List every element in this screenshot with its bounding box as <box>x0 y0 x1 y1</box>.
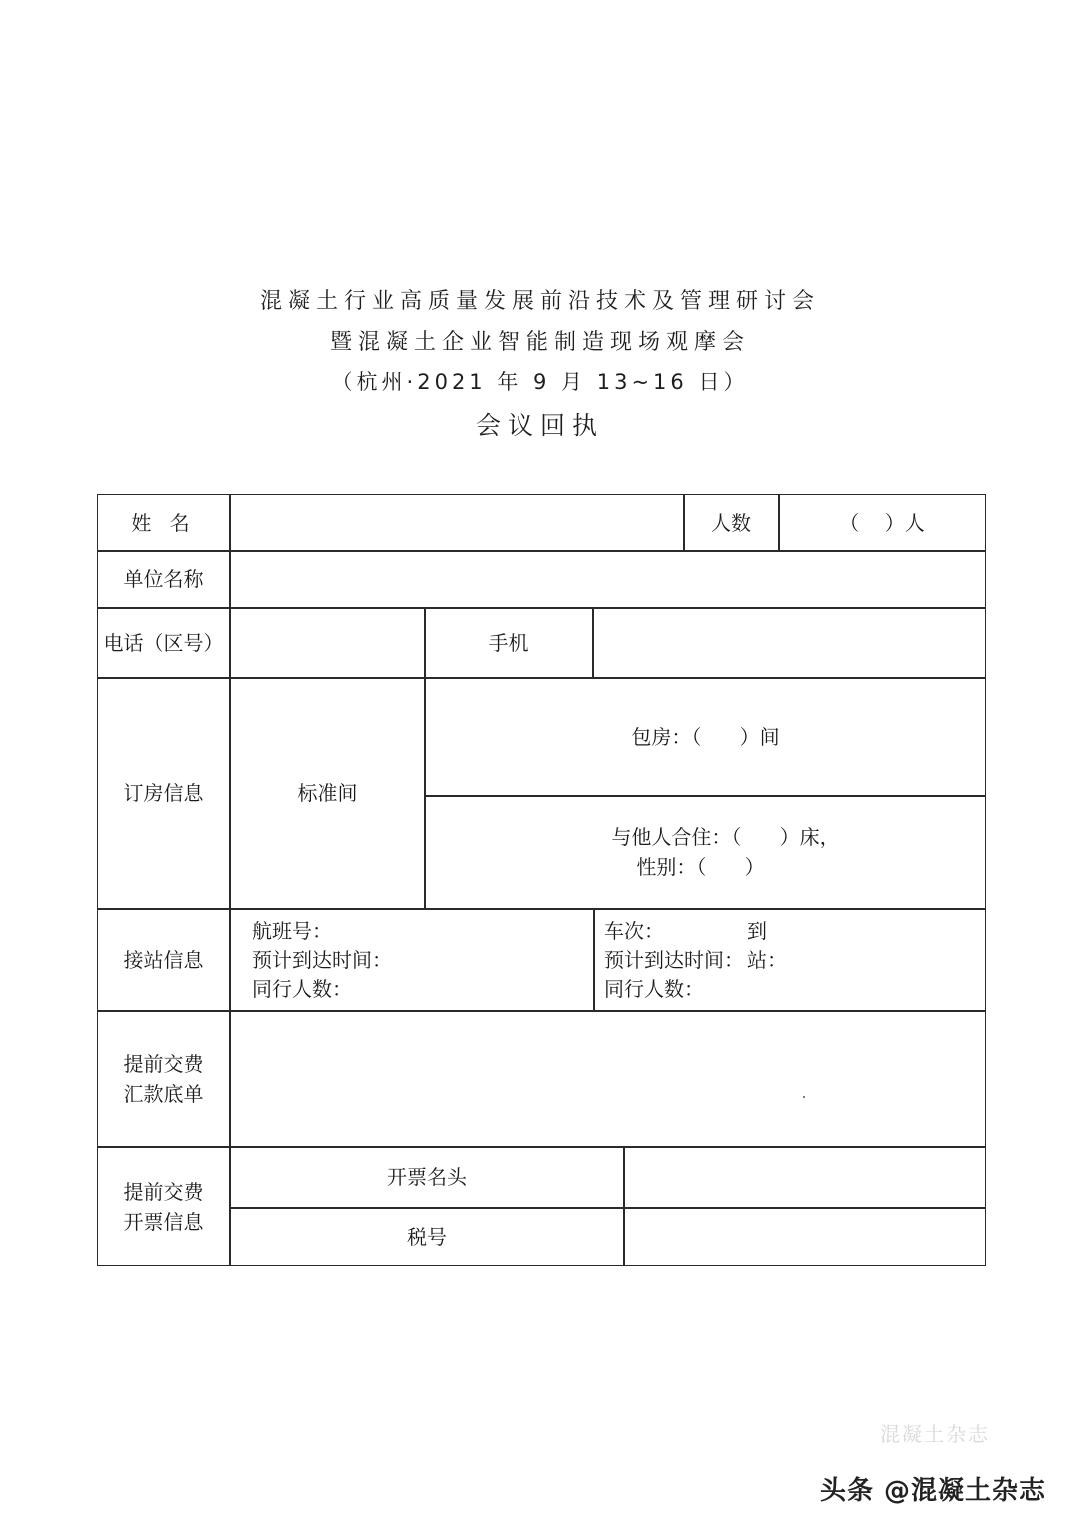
phone-field[interactable] <box>231 608 424 677</box>
conference-date-location: （杭州·2021 年 9 月 13~16 日） <box>331 370 749 394</box>
room-label: 订房信息 <box>123 781 204 805</box>
prepay-receipt-label <box>98 1011 229 1146</box>
tax-id-field[interactable] <box>625 1208 985 1265</box>
invoice-title-label: 开票名头 <box>387 1165 467 1189</box>
mobile-field[interactable] <box>594 608 985 677</box>
train-info[interactable] <box>604 917 787 1004</box>
conference-title-line2: 暨混凝土企业智能制造现场观摩会 <box>329 330 750 355</box>
prepay-invoice-label-line2: 开票信息 <box>123 1209 204 1234</box>
company-label: 单位名称 <box>123 567 204 591</box>
company-field[interactable] <box>231 551 985 607</box>
prepay-invoice-label <box>98 1147 229 1266</box>
name-label: 姓 名 <box>131 510 196 535</box>
tax-id-label: 税号 <box>407 1224 447 1249</box>
headcount-label: 人数 <box>711 510 751 535</box>
wechat-watermark: 混凝土杂志 <box>880 1422 990 1446</box>
room-shared-field[interactable] <box>425 796 986 908</box>
toutiao-watermark: 头条 @混凝土杂志 <box>820 1476 1047 1506</box>
flight-companions-label: 同行人数： <box>252 977 352 1001</box>
flight-info[interactable] <box>252 917 392 1004</box>
pickup-label: 接站信息 <box>123 947 204 972</box>
room-type: 标准间 <box>297 781 358 805</box>
flight-number-label: 航班号： <box>252 919 332 943</box>
train-eta-label: 预计到达时间： <box>604 948 744 972</box>
room-shared-gender: 性别：（ ） <box>636 855 765 879</box>
headcount-field[interactable]: （ ）人 <box>839 510 925 535</box>
room-shared-beds: 与他人合住：（ ）床， <box>611 825 840 849</box>
name-field[interactable] <box>231 495 683 550</box>
prepay-receipt-label-line2: 汇款底单 <box>123 1081 204 1106</box>
invoice-title-field[interactable] <box>625 1147 985 1207</box>
room-private-field[interactable]: 包房：（ ）间 <box>631 724 780 749</box>
conference-title-line1: 混凝土行业高质量发展前沿技术及管理研讨会 <box>259 289 820 314</box>
mobile-label: 手机 <box>488 630 529 655</box>
phone-label: 电话（区号） <box>103 630 224 655</box>
prepay-receipt-label-line1: 提前交费 <box>123 1051 204 1076</box>
prepay-invoice-label-line1: 提前交费 <box>123 1179 204 1204</box>
form-title: 会议回执 <box>475 411 604 440</box>
train-number-label: 车次： <box>604 919 664 943</box>
flight-eta-label: 预计到达时间： <box>252 948 392 972</box>
train-companions-label: 同行人数： <box>604 977 704 1001</box>
col-divider <box>593 908 595 1011</box>
prepay-receipt-field[interactable] <box>231 1011 985 1146</box>
scan-speck <box>803 1096 805 1098</box>
train-station-label: 到站： <box>747 919 787 972</box>
